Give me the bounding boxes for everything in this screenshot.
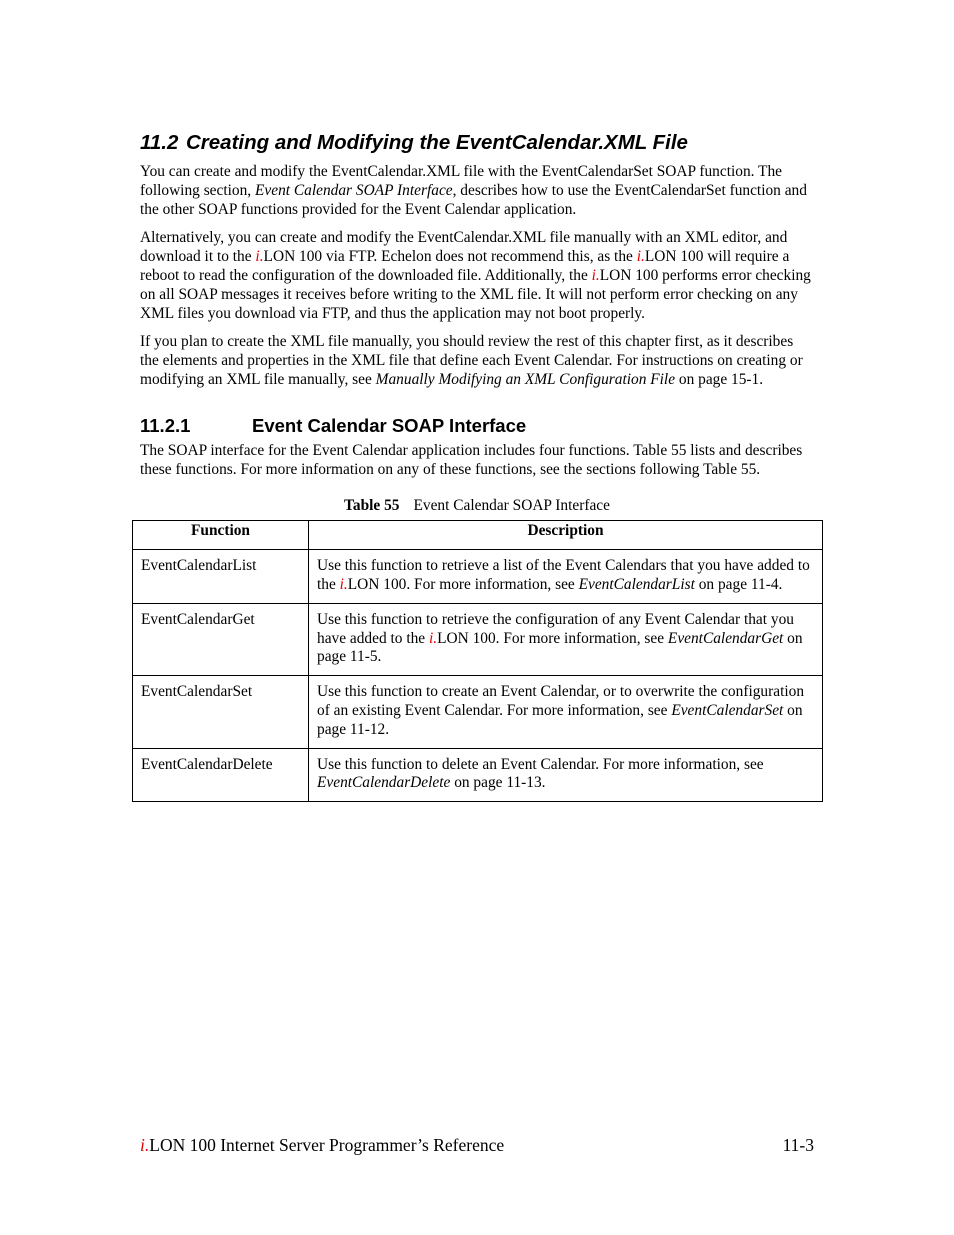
ilon-prefix: i. xyxy=(339,575,348,593)
table-row xyxy=(133,550,823,604)
function-name: EventCalendarList xyxy=(133,550,309,604)
header-description: Description xyxy=(309,521,823,550)
description-text: Use this function to retrieve the configuration of any Event Calendar that you have added to the xyxy=(317,610,794,647)
table-caption-label: Table 55 xyxy=(344,497,400,515)
paragraph-1 xyxy=(140,163,814,219)
table-row xyxy=(133,603,823,675)
cross-reference-link: Manually Modifying an XML Configuration File xyxy=(375,370,676,388)
description-text: LON 100. For more information, see xyxy=(437,629,668,647)
functions-table xyxy=(132,520,823,802)
subsection-title: Event Calendar SOAP Interface xyxy=(252,414,527,436)
paragraph-3-text-a: If you plan to create the XML file manually, you should review the rest of this chapter first, as it describes the elements and properties in the XML file that define each Event Calendar. For instructions on creating or modifying an XML file manually, see xyxy=(140,333,803,388)
subsection-intro: The SOAP interface for the Event Calendar application includes four functions. Table 55 lists and describes these functions. For more information on any of these functions, see the sections following Table 55. xyxy=(140,441,803,478)
function-name: EventCalendarDelete xyxy=(133,748,309,802)
ilon-prefix: i. xyxy=(140,1135,150,1155)
paragraph-3-text-b: on page 15-1. xyxy=(675,370,764,388)
document-page xyxy=(140,128,814,802)
paragraph-1-text-a: You can create and modify the EventCalendar.XML file with the EventCalendarSet SOAP function. The following section, xyxy=(140,163,782,199)
paragraph-2-text-a: Alternatively, you can create and modify the EventCalendar.XML file manually with an XML editor, and download it to the xyxy=(140,229,788,266)
footer-title: LON 100 Internet Server Programmer’s Reference xyxy=(149,1135,505,1155)
table-row xyxy=(133,748,823,802)
function-name: EventCalendarSet xyxy=(133,676,309,748)
paragraph-2-text-d: LON 100 performs error checking on all SOAP messages it receives before writing to the XML file. It will not perform error checking on any XML files you download via FTP, and thus the application may not boot properly. xyxy=(140,266,811,322)
function-reference: EventCalendarGet xyxy=(667,629,784,647)
section-title: Creating and Modifying the EventCalendar.XML File xyxy=(186,131,688,154)
subsection-heading xyxy=(140,415,814,437)
page-footer xyxy=(140,1134,814,1156)
function-description xyxy=(309,748,823,802)
description-text: on page 11-12. xyxy=(317,701,803,738)
ilon-prefix: i. xyxy=(636,248,645,266)
description-text: Use this function to retrieve a list of the Event Calendars that you have added to the xyxy=(317,557,810,593)
function-reference: EventCalendarDelete xyxy=(317,774,451,792)
section-heading xyxy=(140,128,814,158)
function-description xyxy=(309,603,823,675)
table-header-row xyxy=(133,521,823,550)
description-text: on page 11-4. xyxy=(694,575,783,593)
description-text: LON 100. For more information, see xyxy=(347,575,579,593)
paragraph-2 xyxy=(140,229,814,323)
description-text: on page 11-5. xyxy=(317,629,803,666)
section-number: 11.2 xyxy=(140,131,179,154)
subsection-number: 11.2.1 xyxy=(140,414,191,436)
function-name: EventCalendarGet xyxy=(133,603,309,675)
description-text: Use this function to delete an Event Calendar. For more information, see xyxy=(317,755,764,773)
header-function: Function xyxy=(133,521,309,550)
function-description xyxy=(309,550,823,604)
table-caption xyxy=(140,497,814,515)
function-reference: EventCalendarSet xyxy=(671,701,784,719)
ilon-prefix: i. xyxy=(428,629,438,647)
function-reference: EventCalendarList xyxy=(578,575,695,593)
table-row xyxy=(133,676,823,748)
page-number: 11-3 xyxy=(782,1135,814,1155)
paragraph-3 xyxy=(140,333,814,389)
paragraph-2-text-c: LON 100 will require a reboot to read the configuration of the downloaded file. Additionally, the xyxy=(140,248,790,284)
function-description xyxy=(309,676,823,748)
description-text: Use this function to create an Event Calendar, or to overwrite the configuration of an existing Event Calendar. For more information, see xyxy=(317,683,805,719)
description-text: on page 11-13. xyxy=(450,774,546,792)
paragraph-1-text-b: , describes how to use the EventCalendarSet function and the other SOAP functions provided for the Event Calendar application. xyxy=(140,181,807,218)
ilon-prefix: i. xyxy=(591,266,600,284)
paragraph-2-text-b: LON 100 via FTP. Echelon does not recommend this, as the xyxy=(263,248,637,266)
cross-reference-link: Event Calendar SOAP Interface xyxy=(255,181,453,199)
table-caption-text: Event Calendar SOAP Interface xyxy=(413,497,610,515)
ilon-prefix: i. xyxy=(255,248,264,266)
